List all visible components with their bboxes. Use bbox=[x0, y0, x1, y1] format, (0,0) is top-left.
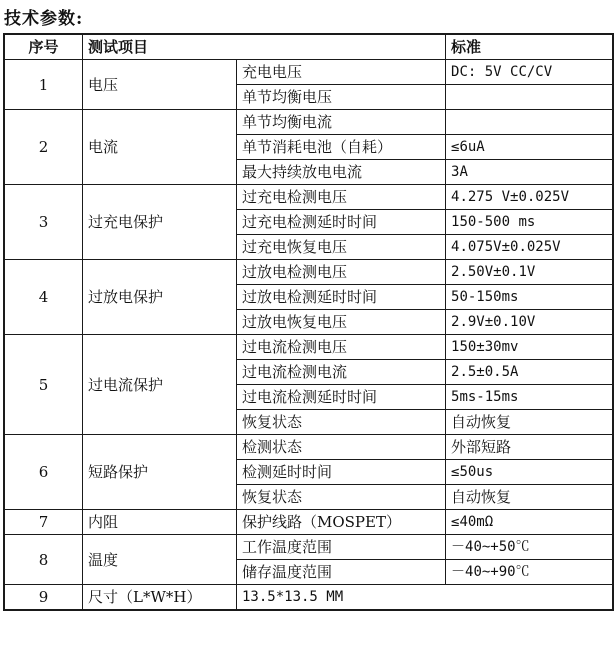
item-value bbox=[446, 85, 613, 110]
item-name: 检测延时时间 bbox=[237, 460, 446, 485]
item-value: 外部短路 bbox=[446, 435, 613, 460]
item-name: 过电流检测电流 bbox=[237, 360, 446, 385]
item-name: 充电电压 bbox=[237, 60, 446, 85]
spec-table bbox=[4, 34, 613, 610]
row-category: 过放电保护 bbox=[83, 260, 237, 335]
table-header-row bbox=[5, 35, 613, 60]
table-row bbox=[5, 110, 613, 135]
item-name: 过充电检测电压 bbox=[237, 185, 446, 210]
item-value: ≤50us bbox=[446, 460, 613, 485]
item-value: DC: 5V CC/CV bbox=[446, 60, 613, 85]
item-name: 储存温度范围 bbox=[237, 560, 446, 585]
table-row bbox=[5, 435, 613, 460]
row-number: 2 bbox=[5, 110, 83, 185]
row-number: 5 bbox=[5, 335, 83, 435]
item-value: 4.275 V±0.025V bbox=[446, 185, 613, 210]
item-value: 5ms-15ms bbox=[446, 385, 613, 410]
item-value: ≤6uA bbox=[446, 135, 613, 160]
item-value: －40~+50℃ bbox=[446, 535, 613, 560]
row-number: 7 bbox=[5, 510, 83, 535]
item-name: 保护线路（MOSPET） bbox=[237, 510, 446, 535]
item-name: 单节消耗电池（自耗） bbox=[237, 135, 446, 160]
item-name: 过充电恢复电压 bbox=[237, 235, 446, 260]
section-heading: 技术参数: bbox=[4, 9, 84, 29]
row-category: 内阻 bbox=[83, 510, 237, 535]
table-row bbox=[5, 60, 613, 85]
header-item: 测试项目 bbox=[83, 35, 446, 60]
item-value bbox=[446, 110, 613, 135]
table-row bbox=[5, 510, 613, 535]
item-value: 150-500 ms bbox=[446, 210, 613, 235]
row-category: 过充电保护 bbox=[83, 185, 237, 260]
item-name: 过电流检测电压 bbox=[237, 335, 446, 360]
row-number: 3 bbox=[5, 185, 83, 260]
row-number: 1 bbox=[5, 60, 83, 110]
item-value: 自动恢复 bbox=[446, 485, 613, 510]
header-standard: 标准 bbox=[446, 35, 613, 60]
item-name: 单节均衡电压 bbox=[237, 85, 446, 110]
item-value: 50-150ms bbox=[446, 285, 613, 310]
table-row bbox=[5, 260, 613, 285]
row-category: 电压 bbox=[83, 60, 237, 110]
item-value: 150±30mv bbox=[446, 335, 613, 360]
item-name: 过放电检测延时时间 bbox=[237, 285, 446, 310]
item-name: 恢复状态 bbox=[237, 485, 446, 510]
item-name: 最大持续放电电流 bbox=[237, 160, 446, 185]
row-number: 8 bbox=[5, 535, 83, 585]
row-number: 4 bbox=[5, 260, 83, 335]
item-value: 2.9V±0.10V bbox=[446, 310, 613, 335]
row-category: 过电流保护 bbox=[83, 335, 237, 435]
row-number: 9 bbox=[5, 585, 83, 610]
row-number: 6 bbox=[5, 435, 83, 510]
item-name: 检测状态 bbox=[237, 435, 446, 460]
item-name: 过充电检测延时时间 bbox=[237, 210, 446, 235]
table-row bbox=[5, 335, 613, 360]
item-value: 2.5±0.5A bbox=[446, 360, 613, 385]
table-row bbox=[5, 535, 613, 560]
item-value: 4.075V±0.025V bbox=[446, 235, 613, 260]
item-name: 过放电恢复电压 bbox=[237, 310, 446, 335]
item-value: ≤40mΩ bbox=[446, 510, 613, 535]
table-row bbox=[5, 185, 613, 210]
item-name: 恢复状态 bbox=[237, 410, 446, 435]
item-name: 单节均衡电流 bbox=[237, 110, 446, 135]
item-name: 过放电检测电压 bbox=[237, 260, 446, 285]
item-value: －40~+90℃ bbox=[446, 560, 613, 585]
header-no: 序号 bbox=[5, 35, 83, 60]
item-value: 自动恢复 bbox=[446, 410, 613, 435]
row-category: 尺寸（L*W*H） bbox=[83, 585, 237, 610]
item-value: 2.50V±0.1V bbox=[446, 260, 613, 285]
item-value: 13.5*13.5 MM bbox=[237, 585, 613, 610]
row-category: 电流 bbox=[83, 110, 237, 185]
table-row bbox=[5, 585, 613, 610]
item-value: 3A bbox=[446, 160, 613, 185]
item-name: 过电流检测延时时间 bbox=[237, 385, 446, 410]
row-category: 短路保护 bbox=[83, 435, 237, 510]
item-name: 工作温度范围 bbox=[237, 535, 446, 560]
row-category: 温度 bbox=[83, 535, 237, 585]
